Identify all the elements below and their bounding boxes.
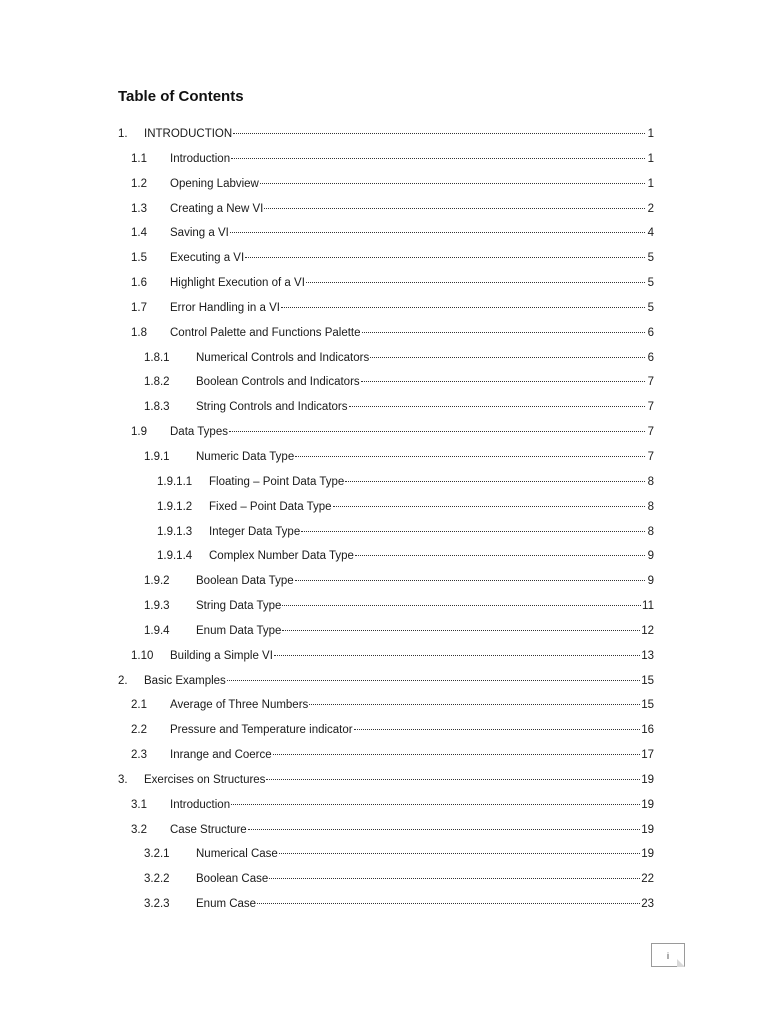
toc-entry[interactable] (118, 526, 654, 551)
toc-entry-page: 5 (647, 301, 654, 314)
toc-entry[interactable] (118, 898, 654, 923)
toc-entry-number: 1. (118, 128, 128, 140)
toc-entry-page: 1 (647, 152, 654, 165)
toc-entry-number: 1.8.2 (144, 376, 170, 389)
toc-entry-page: 9 (647, 575, 654, 588)
toc-entry[interactable] (118, 501, 654, 526)
toc-entry-number: 3.2.2 (144, 873, 170, 886)
toc-entry-label: Control Palette and Functions Palette (170, 326, 361, 339)
toc-entry[interactable] (118, 327, 654, 352)
toc-entry-page: 1 (647, 177, 654, 190)
toc-entry-number: 1.3 (131, 202, 147, 215)
dot-leader (370, 356, 645, 358)
dot-leader (309, 703, 640, 705)
toc-entry-label: Boolean Case (196, 873, 269, 886)
toc-entry-label: Inrange and Coerce (170, 749, 272, 762)
toc-entry-page: 12 (641, 624, 654, 637)
toc-entry-label: Fixed – Point Data Type (209, 500, 332, 513)
toc-entry-page: 8 (647, 525, 654, 538)
toc-entry-number: 2. (118, 674, 128, 687)
dot-leader (248, 828, 641, 830)
toc-entry-number: 1.9.2 (144, 575, 170, 588)
toc-entry[interactable] (118, 277, 654, 302)
toc-entry-page: 19 (641, 848, 654, 861)
toc-entry-label: Floating – Point Data Type (209, 475, 345, 488)
toc-entry-number: 1.1 (131, 152, 147, 165)
dot-leader (355, 554, 645, 556)
toc-entry-page: 9 (647, 550, 654, 563)
toc-entry[interactable] (118, 650, 654, 675)
toc-entry[interactable] (118, 675, 654, 700)
toc-entry-number: 1.9.3 (144, 600, 170, 613)
toc-entry-page: 8 (647, 475, 654, 488)
toc-entry-page: 7 (647, 401, 654, 414)
toc-entry[interactable] (118, 550, 654, 575)
toc-entry-label: Numeric Data Type (196, 450, 295, 463)
toc-entry[interactable] (118, 799, 654, 824)
toc-entry-number: 1.9 (131, 426, 147, 439)
toc-entry-label: Building a Simple VI (170, 649, 273, 662)
toc-entry-page: 2 (647, 202, 654, 215)
toc-entry-page: 13 (641, 649, 654, 662)
toc-entry-label: Numerical Case (196, 848, 278, 861)
toc-entry-number: 3.2 (131, 823, 147, 836)
toc-entry[interactable] (118, 203, 654, 228)
toc-entry-page: 22 (641, 873, 654, 886)
toc-entry[interactable] (118, 873, 654, 898)
dot-leader (233, 132, 645, 134)
toc-entry-page: 8 (647, 500, 654, 513)
dot-leader (354, 728, 641, 730)
dot-leader (282, 604, 641, 606)
toc-entry-number: 1.10 (131, 649, 154, 662)
toc-entry-label: Complex Number Data Type (209, 550, 354, 563)
dot-leader (282, 629, 640, 631)
toc-entry-label: Exercises on Structures (144, 773, 266, 786)
toc-entry-page: 4 (647, 227, 654, 240)
toc-entry-number: 3.2.3 (144, 898, 170, 911)
table-of-contents (118, 128, 654, 923)
toc-entry-page: 1 (647, 128, 654, 140)
dot-leader (295, 579, 645, 581)
dot-leader (279, 852, 640, 854)
toc-entry-number: 1.8.1 (144, 351, 170, 364)
toc-entry-number: 1.4 (131, 227, 147, 240)
toc-entry-page: 17 (641, 749, 654, 762)
toc-entry-page: 7 (647, 426, 654, 439)
toc-entry-label: Introduction (170, 152, 231, 165)
toc-entry-page: 15 (641, 674, 654, 687)
dot-leader (231, 803, 640, 805)
toc-entry-label: Basic Examples (144, 674, 226, 687)
toc-entry[interactable] (118, 227, 654, 252)
toc-entry[interactable] (118, 178, 654, 203)
toc-entry-label: String Data Type (196, 600, 282, 613)
toc-entry-page: 19 (641, 823, 654, 836)
toc-entry-label: Highlight Execution of a VI (170, 277, 305, 290)
toc-entry-number: 2.2 (131, 724, 147, 737)
toc-entry[interactable] (118, 352, 654, 377)
toc-entry[interactable] (118, 426, 654, 451)
toc-entry[interactable] (118, 153, 654, 178)
toc-entry[interactable] (118, 600, 654, 625)
toc-entry-number: 1.9.1.1 (157, 475, 193, 488)
page-title: Table of Contents (118, 88, 244, 105)
dot-leader (362, 331, 645, 333)
dot-leader (345, 480, 645, 482)
toc-entry[interactable] (118, 824, 654, 849)
toc-entry-number: 1.9.1 (144, 450, 170, 463)
toc-entry-number: 1.9.1.4 (157, 550, 193, 563)
dot-leader (227, 679, 640, 681)
toc-entry-number: 3.1 (131, 798, 147, 811)
toc-entry-label: Case Structure (170, 823, 247, 836)
dot-leader (266, 778, 640, 780)
toc-entry[interactable] (118, 302, 654, 327)
toc-entry-number: 1.9.4 (144, 624, 170, 637)
toc-entry-label: Boolean Controls and Indicators (196, 376, 360, 389)
toc-entry-page: 23 (641, 898, 654, 911)
toc-entry-page: 15 (641, 699, 654, 712)
dot-leader (306, 281, 645, 283)
toc-entry-page: 5 (647, 252, 654, 265)
toc-entry-label: Opening Labview (170, 177, 259, 190)
toc-entry-page: 7 (647, 450, 654, 463)
toc-entry[interactable] (118, 625, 654, 650)
toc-entry-label: Executing a VI (170, 252, 245, 265)
toc-entry[interactable] (118, 699, 654, 724)
dot-leader (361, 380, 645, 382)
toc-entry[interactable] (118, 774, 654, 799)
dot-leader (333, 505, 645, 507)
toc-entry-label: Introduction (170, 798, 231, 811)
toc-entry[interactable] (118, 575, 654, 600)
toc-entry-label: Pressure and Temperature indicator (170, 724, 353, 737)
dot-leader (274, 654, 640, 656)
toc-entry-page: 5 (647, 277, 654, 290)
toc-entry[interactable] (118, 128, 654, 153)
toc-entry[interactable] (118, 451, 654, 476)
toc-entry-label: Average of Three Numbers (170, 699, 309, 712)
toc-entry-number: 3. (118, 773, 128, 786)
dot-leader (281, 306, 645, 308)
toc-entry-page: 6 (647, 326, 654, 339)
toc-entry[interactable] (118, 401, 654, 426)
toc-entry-number: 1.9.1.2 (157, 500, 193, 513)
toc-entry-number: 1.7 (131, 301, 147, 314)
dot-leader (269, 877, 640, 879)
toc-entry-label: INTRODUCTION (144, 128, 233, 140)
toc-entry-number: 1.8 (131, 326, 147, 339)
toc-entry-number: 1.8.3 (144, 401, 170, 414)
toc-entry-number: 3.2.1 (144, 848, 170, 861)
toc-entry[interactable] (118, 376, 654, 401)
toc-entry[interactable] (118, 252, 654, 277)
toc-entry-number: 1.2 (131, 177, 147, 190)
toc-entry-page: 7 (647, 376, 654, 389)
page-number: i (651, 943, 685, 967)
toc-entry-number: 1.6 (131, 277, 147, 290)
toc-entry[interactable] (118, 724, 654, 749)
dot-leader (257, 902, 640, 904)
toc-entry-label: Enum Data Type (196, 624, 282, 637)
dot-leader (301, 530, 645, 532)
toc-entry-label: Error Handling in a VI (170, 301, 280, 314)
toc-entry[interactable] (118, 476, 654, 501)
toc-entry-label: Creating a New VI (170, 202, 264, 215)
dot-leader (231, 157, 645, 159)
dot-leader (230, 231, 645, 233)
toc-entry-label: Saving a VI (170, 227, 229, 240)
toc-entry-label: Enum Case (196, 898, 257, 911)
toc-entry-label: String Controls and Indicators (196, 401, 348, 414)
dot-leader (229, 430, 645, 432)
dot-leader (295, 455, 645, 457)
toc-entry-page: 19 (641, 773, 654, 786)
toc-entry-label: Data Types (170, 426, 228, 439)
toc-entry-page: 6 (647, 351, 654, 364)
toc-entry-page: 19 (641, 798, 654, 811)
toc-entry-number: 1.5 (131, 252, 147, 265)
toc-entry-page: 16 (641, 724, 654, 737)
dot-leader (273, 753, 641, 755)
toc-entry-label: Numerical Controls and Indicators (196, 351, 370, 364)
toc-entry-number: 2.1 (131, 699, 147, 712)
toc-entry-label: Boolean Data Type (196, 575, 294, 588)
toc-entry[interactable] (118, 848, 654, 873)
dot-leader (260, 182, 645, 184)
dot-leader (264, 207, 645, 209)
toc-entry[interactable] (118, 749, 654, 774)
dot-leader (349, 405, 646, 407)
toc-entry-page: 11 (642, 600, 654, 613)
toc-entry-label: Integer Data Type (209, 525, 301, 538)
toc-entry-number: 2.3 (131, 749, 147, 762)
toc-entry-number: 1.9.1.3 (157, 525, 193, 538)
dot-leader (245, 256, 645, 258)
